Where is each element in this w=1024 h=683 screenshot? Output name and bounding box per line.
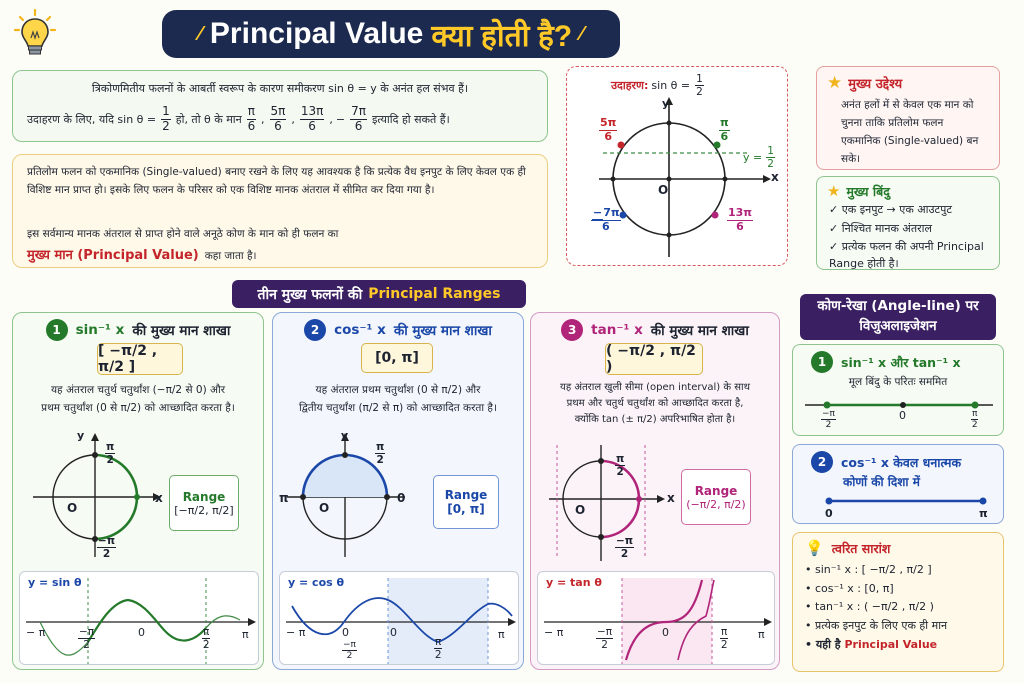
star-icon: ★ bbox=[827, 73, 843, 93]
explain-tail: कहा जाता है। bbox=[204, 250, 257, 262]
point-5pi-6 bbox=[618, 142, 625, 149]
graph-cos: y = cos θ − π 0 $\frac{-\pi}{2}$ 0 $\frac{\pi}{2}$ π bbox=[279, 571, 519, 665]
label-5pi-6: $\frac{5\pi}{6}$ bbox=[600, 116, 617, 143]
label-pi-6: $\frac{\pi}{6}$ bbox=[720, 116, 729, 143]
panel-cos: 2 cos⁻¹ x की मुख्य मान शाखा [0, π] यह अंतराल प्रथम चतुर्थांश (0 से π/2) और द्वितीय चतुर्थांश (π/2 से π) को आच्छादित करता है। O π 0 y $\frac{\pi}{2}$ Range [0, π] y = cos θ − π 0 $\frac{-\pi}{2}$ 0 $\frac{\pi}{2}$ π bbox=[272, 312, 524, 670]
explain-line-2: इस सर्वमान्य मानक अंतराल से प्राप्त होने वाले अनूठे कोण के मान को ही फलन का bbox=[27, 228, 339, 240]
list-item: • cos⁻¹ x : [0, π] bbox=[805, 581, 894, 595]
principal-value-highlight: मुख्य मान (Principal Value) bbox=[27, 248, 199, 263]
intro-line-1: त्रिकोणमितीय फलनों के आबर्ती स्वरूप के कारण समीकरण sin θ = y के अनंत हल संभव हैं। bbox=[91, 82, 469, 95]
angle-line-heading: कोण-रेखा (Angle-line) पर विजुअलाइजेशन bbox=[800, 294, 996, 340]
angle-line-card-2: 2 cos⁻¹ x केवल धनात्मक कोणों की दिशा में 0 π bbox=[792, 444, 1004, 524]
label-13pi-6: $\frac{13\pi}{6}$ bbox=[728, 206, 753, 233]
summary-list bbox=[805, 561, 997, 654]
objective-body: अनंत हलों में से केवल एक मान को चुनना ताकि प्रतिलोम फलन एकमानिक (Single-valued) बन सके। bbox=[841, 99, 979, 165]
y-axis-label: y bbox=[662, 97, 670, 110]
objective-card bbox=[816, 66, 1000, 170]
range-display: [ −π/2 , π/2 ] bbox=[97, 343, 183, 375]
list-item: ✓ प्रत्येक फलन की अपनी Principal Range होती है। bbox=[829, 240, 984, 271]
page-title: ⁄ Principal Value क्या होती है? ⁄ bbox=[162, 10, 620, 58]
range-badge: Range (−π/2, π/2) bbox=[681, 469, 751, 525]
title-main: Principal Value bbox=[209, 17, 424, 50]
check-icon: ✓ bbox=[829, 240, 842, 254]
keypoints-card bbox=[816, 176, 1000, 270]
lightbulb-icon: 💡 bbox=[805, 539, 824, 557]
check-icon: ✓ bbox=[829, 221, 842, 235]
list-item: • यही है Principal Value bbox=[805, 637, 938, 651]
panel-tan: 3 tan⁻¹ x की मुख्य मान शाखा ( −π/2 , π/2 ) यह अंतराल खुली सीमा (open interval) के साथ प्रथम और चतुर्थ चतुर्थांश को आच्छादित करता है, क्योंकि tan (± π/2) अपरिभाषित होता है। O x $\frac{\pi}{2}$ $\frac{-\pi}{2}$ Range (−π/2, π/2) y = tan θ − π $\frac{-\pi}{2}$ 0 $\frac{\pi}{2}$ π bbox=[530, 312, 780, 670]
line-y-half-label: y = $\frac{1}{2}$ bbox=[743, 145, 774, 171]
list-item: ✓ निश्चित मानक अंतराल bbox=[829, 221, 932, 235]
label-7pi-6: $\frac{-7\pi}{6}$ bbox=[593, 206, 620, 233]
explain-paragraph: प्रतिलोम फलन को एकमानिक (Single-valued) बनाए रखने के लिए यह आवश्यक है कि प्रत्येक वैध इनपुट के लिए केवल एक ही विशिष्ट मान प्राप्त हो। इसके लिए फलन के परिसर को एक विशिष्ट मानक अंतराल में सीमित कर दिया गया है। bbox=[27, 166, 526, 197]
example-card: उदाहरण: sin θ = $\frac{1}{2}$ O x y $\frac{\pi}{6}$ $\frac{5\pi}{6}$ $\frac{-7\pi}{6}$ $\frac{13\pi}{6}$ y = $\frac{1}{2}$ bbox=[566, 66, 788, 266]
point-13pi-6 bbox=[712, 212, 719, 219]
panel-number: 1 bbox=[46, 319, 68, 341]
range-display: [0, π] bbox=[361, 343, 433, 373]
check-icon: ✓ bbox=[829, 203, 842, 216]
graph-tan: y = tan θ − π $\frac{-\pi}{2}$ 0 $\frac{\pi}{2}$ π bbox=[537, 571, 775, 665]
x-axis-label: x bbox=[771, 170, 779, 184]
example-label: उदाहरण: bbox=[611, 79, 649, 93]
graph-sin: y = sin θ − π $\frac{-\pi}{2}$ 0 $\frac{\pi}{2}$ π bbox=[19, 571, 259, 665]
intro-line-2: उदाहरण के लिए, यदि sin θ = $\frac{1}{2}$ हो, तो θ के मान $\frac{\pi}{6}$ , $\frac{5\pi}{6}$ , $\frac{13\pi}{6}$ , − $\frac{7\pi}{6}$ इत्यादि हो सकते हैं। bbox=[27, 104, 450, 133]
range-badge: Range [−π/2, π/2] bbox=[169, 475, 239, 531]
list-item: • tan⁻¹ x : ( −π/2 , π/2 ) bbox=[805, 600, 934, 614]
list-item: ✓ एक इनपुट → एक आउटपुट bbox=[829, 203, 952, 216]
list-item: • sin⁻¹ x : [ −π/2 , π/2 ] bbox=[805, 563, 932, 576]
angle-line-card-1: 1 sin⁻¹ x और tan⁻¹ x मूल बिंदु के परितः सममित 0 $\frac{-\pi}{2}$ $\frac{\pi}{2}$ bbox=[792, 344, 1004, 436]
summary-card: 💡 त्वरित सारांश • sin⁻¹ x : [ −π/2 , π/2 ] • cos⁻¹ x : [0, π] • tan⁻¹ x : ( −π/2 , π/2 ) • प्रत्येक इनपुट के लिए एक ही मान • यही है Principal Value bbox=[792, 532, 1004, 672]
keypoints-list bbox=[829, 201, 991, 272]
star-icon: ★ bbox=[827, 182, 841, 200]
panel-number: 3 bbox=[561, 319, 583, 341]
keypoints-title: मुख्य बिंदु bbox=[846, 183, 890, 199]
origin-label: O bbox=[658, 183, 669, 197]
section-heading: तीन मुख्य फलनों की Principal Ranges bbox=[232, 280, 526, 308]
panel-sin: 1 sin⁻¹ x की मुख्य मान शाखा [ −π/2 , π/2 ] यह अंतराल चतुर्थ चतुर्थांश (−π/2 से 0) और प्रथम चतुर्थांश (0 से π/2) को आच्छादित करता है। O x y $\frac{\pi}{2}$ $\frac{-\pi}{2}$ Range [−π/2, π/2] y = sin θ − π $\frac{-\pi}{2}$ 0 $\frac{\pi}{2}$ π bbox=[12, 312, 264, 670]
range-badge: Range [0, π] bbox=[433, 475, 499, 529]
title-hindi: क्या होती है? bbox=[431, 19, 573, 53]
lightbulb-icon bbox=[12, 8, 58, 58]
list-item: • प्रत्येक इनपुट के लिए एक ही मान bbox=[805, 619, 948, 633]
objective-title: मुख्य उद्देश्य bbox=[848, 77, 903, 92]
panel-number: 2 bbox=[304, 319, 326, 341]
range-display: ( −π/2 , π/2 ) bbox=[605, 343, 703, 375]
intro-card bbox=[12, 70, 548, 142]
explain-card bbox=[12, 154, 548, 268]
